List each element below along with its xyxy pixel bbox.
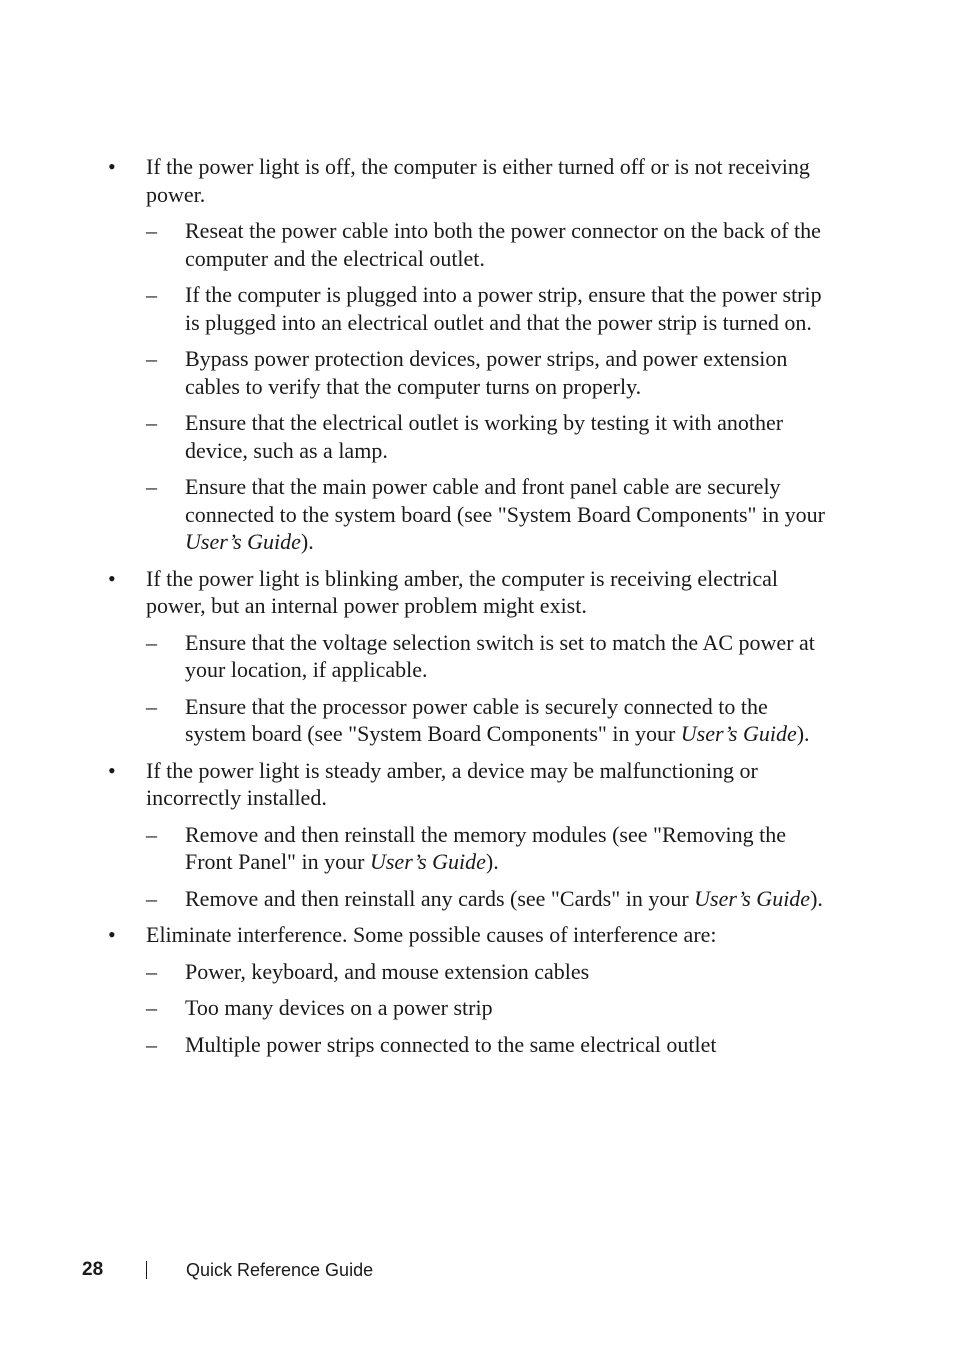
list-item-text: If the power light is blinking amber, the computer is receiving electrical power, but an internal power problem might exist. bbox=[146, 565, 779, 618]
dash-marker: – bbox=[146, 958, 157, 984]
bullet-marker: • bbox=[108, 757, 116, 783]
sub-list bbox=[146, 821, 828, 913]
sub-list-item-text: Ensure that the main power cable and front panel cable are securely connected to the system board (see "System Board Components" in your User’s Guide). bbox=[185, 474, 825, 554]
sub-list-item bbox=[146, 958, 828, 986]
troubleshooting-list bbox=[108, 153, 828, 1067]
sub-list bbox=[146, 629, 828, 748]
list-item bbox=[108, 153, 828, 556]
list-item-text: If the power light is off, the computer is either turned off or is not receiving power. bbox=[146, 154, 810, 207]
sub-list-item-text: Reseat the power cable into both the power connector on the back of the computer and the electrical outlet. bbox=[185, 218, 821, 271]
list-item-text: If the power light is steady amber, a device may be malfunctioning or incorrectly installed. bbox=[146, 757, 758, 810]
sub-list-item-text: Too many devices on a power strip bbox=[185, 995, 493, 1020]
footer-divider bbox=[146, 1261, 147, 1279]
bullet-marker: • bbox=[108, 565, 116, 591]
sub-list-item bbox=[146, 409, 828, 464]
list-item bbox=[108, 565, 828, 748]
sub-list-item bbox=[146, 693, 828, 748]
dash-marker: – bbox=[146, 629, 157, 655]
sub-list-item bbox=[146, 281, 828, 336]
sub-list-item bbox=[146, 629, 828, 684]
dash-marker: – bbox=[146, 995, 157, 1020]
sub-list-item bbox=[146, 885, 828, 913]
sub-list-item-text: Remove and then reinstall any cards (see "Cards" in your User’s Guide). bbox=[185, 885, 823, 911]
bullet-marker: • bbox=[108, 154, 116, 179]
list-item bbox=[108, 921, 828, 1058]
dash-marker: – bbox=[146, 821, 157, 847]
dash-marker: – bbox=[146, 282, 157, 307]
dash-marker: – bbox=[146, 885, 157, 911]
sub-list-item-text: Power, keyboard, and mouse extension cables bbox=[185, 958, 590, 984]
book-title: User’s Guide bbox=[185, 529, 301, 554]
dash-marker: – bbox=[146, 474, 157, 499]
book-title: User’s Guide bbox=[369, 849, 486, 874]
dash-marker: – bbox=[146, 693, 157, 719]
sub-list-item-text: Ensure that the electrical outlet is working by testing it with another device, such as a lamp. bbox=[185, 410, 784, 463]
book-title: User’s Guide bbox=[694, 885, 811, 911]
sub-list-item bbox=[146, 821, 828, 876]
book-title: User’s Guide bbox=[680, 721, 797, 746]
sub-list-item bbox=[146, 1031, 828, 1059]
sub-list-item-text: Remove and then reinstall the memory modules (see "Removing the Front Panel" in your User’s Guide). bbox=[185, 821, 787, 874]
sub-list-item-text: If the computer is plugged into a power strip, ensure that the power strip is plugged into an electrical outlet and that the power strip is turned on. bbox=[185, 282, 822, 335]
list-item bbox=[108, 757, 828, 913]
sub-list-item bbox=[146, 345, 828, 400]
dash-marker: – bbox=[146, 1031, 157, 1057]
sub-list bbox=[146, 217, 828, 556]
bullet-marker: • bbox=[108, 922, 116, 947]
dash-marker: – bbox=[146, 346, 157, 371]
dash-marker: – bbox=[146, 218, 157, 243]
page-number: 28 bbox=[82, 1259, 104, 1280]
sub-list bbox=[146, 958, 828, 1059]
sub-list-item-text: Bypass power protection devices, power strips, and power extension cables to verify that the computer turns on properly. bbox=[185, 346, 788, 399]
sub-list-item bbox=[146, 473, 828, 556]
sub-list-item-text: Ensure that the voltage selection switch is set to match the AC power at your location, if applicable. bbox=[185, 629, 815, 682]
sub-list-item bbox=[146, 994, 828, 1022]
dash-marker: – bbox=[146, 410, 157, 435]
sub-list-item-text: Multiple power strips connected to the same electrical outlet bbox=[185, 1031, 717, 1057]
page-footer bbox=[82, 1256, 373, 1284]
sub-list-item-text: Ensure that the processor power cable is securely connected to the system board (see "System Board Components" in your User’s Guide). bbox=[185, 693, 810, 746]
sub-list-item bbox=[146, 217, 828, 272]
list-item-text: Eliminate interference. Some possible causes of interference are: bbox=[146, 922, 717, 947]
document-title: Quick Reference Guide bbox=[186, 1259, 374, 1280]
